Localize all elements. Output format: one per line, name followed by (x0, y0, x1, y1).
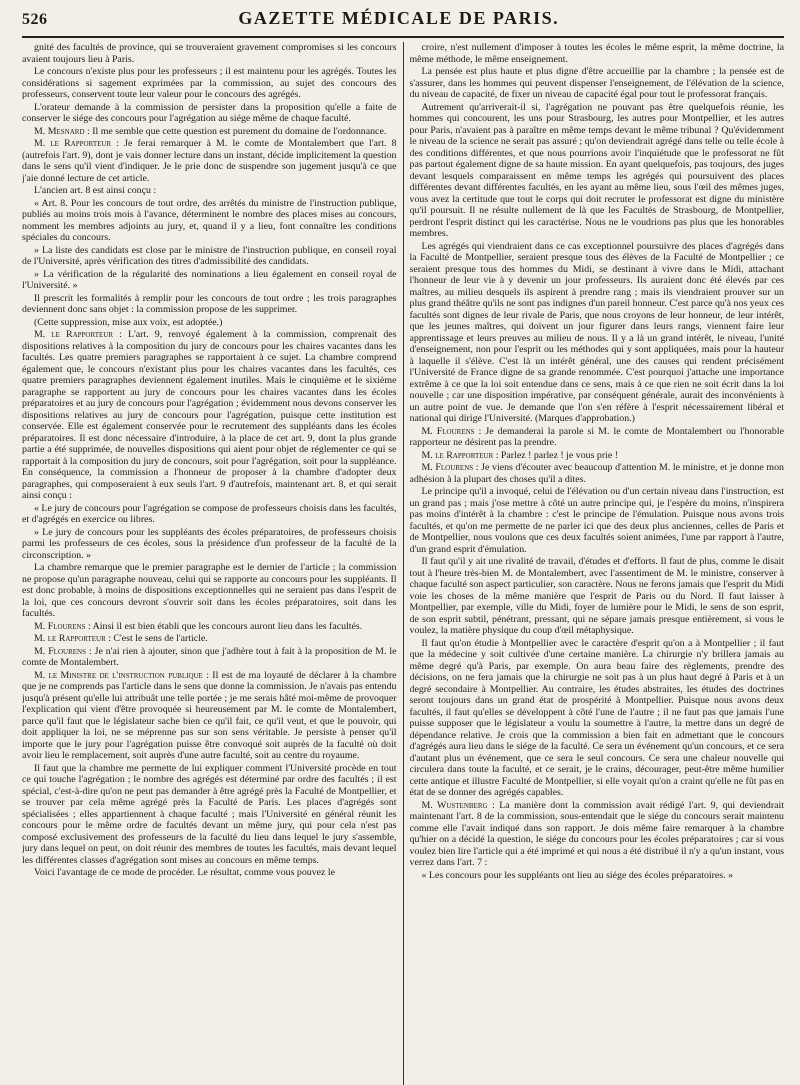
paragraph (410, 450, 785, 462)
paragraph-text: : C'est le sens de l'article. (108, 633, 208, 644)
paragraph (22, 527, 397, 562)
page-number: 526 (22, 11, 48, 28)
paragraph (22, 633, 397, 645)
paragraph (22, 269, 397, 292)
paragraph-text: » La vérification de la régularité des nominations a lieu également en conseil royal de l'Université. » (22, 268, 397, 291)
paragraph (22, 126, 397, 138)
speaker-name: M. le Rapporteur (421, 449, 494, 461)
paragraph-text: : Il est de ma loyauté de déclarer à la chambre que je ne comprends pas l'article dans le sens que donne la commission. Je n'avais pas entendu jusqu'à présent qu'elle lui attribuât une telle portée ; je me serais hâté moi-même de provoquer l'explication qui vient d'être provoquée si heureusement par M. le comte de Montalembert, parce qu'il faut que le législateur sache bien ce qu'il fait, ce qu'il veut, et que le pouvoir, qui doit appliquer la loi, ne se méprenne pas sur son sens véritable. Je persiste à penser qu'il importe que le jury pour l'agrégation puisse être convoqué soit auprès de la faculté où doit avoir lieu le remplacement, soit auprès d'une autre faculté, soit au centre du royaume. (22, 669, 397, 761)
paragraph-text: : Il me semble que cette question est purement du domaine de l'ordonnance. (86, 125, 387, 137)
paragraph-text: L'ancien art. 8 est ainsi conçu : (34, 185, 157, 196)
speaker-name: M. le Rapporteur (34, 633, 106, 644)
paragraph-text: (Cette suppression, mise aux voix, est adoptée.) (34, 316, 223, 328)
paragraph-text: : La manière dont la commission avait rédigé l'art. 9, qui deviendrait maintenant l'art. 8 de la commission, sous-entendait que le siége du concours serait maintenu comme elle l'avait indiqué dans son rapport. Je dois même faire remarquer à la chambre qu'hier on a décidé la question, le siége du concours pour les écoles préparatoires ; car si vous voulez bien lire l'article qui a été imprimé et qui nous a été distribué il n'y a qu'un instant, vous verrez dans l'art. 7 : (409, 799, 784, 868)
speaker-name: M. Flourens (34, 620, 86, 632)
paragraph-text: : Je viens d'écouter avec beaucoup d'attention M. le ministre, et je donne mon adhésion à la plupart des choses qu'il a dites. (409, 462, 784, 485)
paragraph-text: : Ainsi il est bien établi que les concours auront lieu dans les facultés. (87, 620, 363, 632)
paragraph-text: « Les concours pour les suppléants ont lieu au siége des écoles préparatoires. » (421, 869, 734, 881)
paragraph-text: Il faut qu'on étudie à Montpellier avec le caractère d'esprit qu'on a à Montpellier ; il faut que la médecine y soit cultivée d'une certaine manière. La chirurgie n'y brillera jamais au même degré qu'à Paris, par exemple. On aura beau faire des règlements, prendre des décisions, on ne fera jamais que la chirurgie ne soit pas à un plus haut degré à Paris et à un degré secondaire à Montpellier. Au contraire, les études abstraites, les études des doctrines seront toujours dans un grand état de prospérité à Montpellier. Puisque nous avons deux facultés, il faut qu'elles se développent à côté l'une de l'autre ; il ne faut pas que jamais l'une puisse supposer que le législateur a voulu la soumettre à l'autre, la mettre dans un degré de dépendance relative. Je crois que la commission a bien fait en admettant que le concours d'agrégés aura lieu dans le siége de la faculté. Ce sera un événement qu'un concours, et ce sera d'autant plus un événement, que ce sera le seul concours. Ce sera une chaleur nouvelle qui circulera dans toute la faculté, et ce serait, je le crains, décourager, peut-être même humilier cette antique et illustre Faculté de Montpellier, si elle voyait qu'on a craint qu'elle ne fût pas en état de se donner des agrégés capables. (409, 637, 784, 798)
text-columns (22, 42, 784, 1085)
paragraph-text: : Je demanderai la parole si M. le comte de Montalembert ou l'honorable rapporteur ne désirent pas la prendre. (409, 425, 784, 448)
speaker-name: M. le Ministre de l'instruction publique (34, 669, 203, 681)
paragraph (410, 426, 785, 449)
paragraph-text: : L'art. 9, renvoyé également à la commission, comprenait des dispositions relatives à la composition du jury de concours pour les chaires vacantes dans les facultés. Les quatre premiers paragraphes se rapportaient à ce sujet. La chambre comprend également que, le concours n'existant plus pour les chaires vacantes dans les facultés, ces quatre premiers paragraphes deviennent également inutiles. Mais le cinquième et le sixième paragraphe se rapportent au jury de concours pour les chaires vacantes dans les écoles préparatoires et au jury de concours pour l'agrégation ; évidemment nous devons conserver les dispositions relatives au jury de concours pour l'agrégation, puisque cette institution est conservée. Elle est également conservée pour le recrutement des suppléants dans les écoles préparatoires. Il est donc nécessaire d'introduire, à la place de cet art. 9, dont la plus grande partie a été supprimée, de nouvelles dispositions qui aient pour objet de réglementer ce qui se rapportait à la composition du jury de concours, soit pour l'agrégation, soit pour la suppléance. En conséquence, la commission a l'honneur de proposer à la chambre d'adopter deux paragraphes, qui composeraient à eux seuls l'art. 9 d'autrefois, maintenant art. 8, et qui serait ainsi conçu : (22, 329, 397, 501)
paragraph-text: Voici l'avantage de ce mode de procéder. Le résultat, comme vous pouvez le (34, 867, 336, 878)
paragraph (22, 198, 397, 244)
paragraph-text: » La liste des candidats est close par le ministre de l'instruction publique, en conseil royal de l'Université, après vérification des titres d'admissibilité des candidats. (22, 244, 397, 267)
paragraph (410, 638, 785, 799)
paragraph (410, 66, 785, 101)
speaker-name: M. Flourens (34, 645, 86, 657)
paragraph-text: gnité des facultés de province, qui se trouveraient gravement compromises si les concours avaient toujours lieu à Paris. (22, 42, 397, 65)
paragraph-text: La chambre remarque que le premier paragraphe est le dernier de l'article ; la commission ne propose qu'un paragraphe nouveau, celui qui se rapporte au concours pour les suppléants. Il est donc probable, à moins de dispositions exceptionnelles qui ne seraient pas dans l'esprit de la loi, que ces concours devront s'ouvrir soit dans les écoles préparatoires, soit dans les facultés. (22, 562, 397, 619)
paragraph-text: Le principe qu'il a invoqué, celui de l'élévation ou d'un certain niveau dans l'instruction, est un grand pas ; mais j'ose mettre à côté un autre principe qui, je l'espère du moins, n'inspirera pas moins d'intérêt à la chambre : c'est le principe de l'émulation. Puisque nous avons trois facultés, et qu'on me permette de ne parler ici que des deux plus anciennes, celles de Paris et de Montpellier, nous voulons que ces deux facultés soient animées, l'une par rapport à l'autre, d'un grand esprit d'émulation. (409, 486, 784, 555)
speaker-name: M. Flourens (421, 425, 475, 437)
paragraph (22, 670, 397, 762)
column-divider (403, 42, 404, 1085)
paragraph (410, 462, 785, 485)
journal-title: GAZETTE MÉDICALE DE PARIS. (238, 8, 560, 28)
paragraph-text: : Parlez ! parlez ! je vous prie ! (495, 449, 619, 461)
paragraph-text: Le concours n'existe plus pour les professeurs ; il est maintenu pour les agrégés. Toutes les considérations si sagement exprimées par la commission, au sujet des concours des professeurs, conservent toute leur valeur pour le concours des agrégés. (22, 66, 397, 100)
paragraph (410, 870, 785, 882)
paragraph-text: » Le jury de concours pour les suppléants des écoles préparatoires, de professeurs choisis parmi les professeurs de ces écoles, sous la présidence d'un professeur de la faculté de la circonscription. » (22, 526, 397, 561)
paragraph (22, 867, 397, 879)
paragraph (22, 562, 397, 620)
paragraph-text: Les agrégés qui viendraient dans ce cas exceptionnel poursuivre des places d'agrégés dans la Faculté de Montpellier, seraient presque tous des élèves de la Faculté de Montpellier ; ce seraient presque tous des hommes du Midi, se destinant à vivre dans le Midi, attachant l'honneur de leur vie à y devenir un jour professeurs. Ils auraient donc été élevés par ces maîtres, au milieu desquels ils aspirent à prendre rang ; mais ils viendraient prouver sur un plus grand théâtre qu'ils ne sont pas indignes d'un pareil honneur. C'est parce qu'à nos yeux ces facultés sont dignes de leur rivale de Paris, que nous croyons de leur honneur, de leur intérêt, que les jeunes maîtres, qui doivent un jour figurer dans leurs rangs, viennent faire leur apprentissage et leurs preuves au milieu de nous. Il y a là un grand intérêt, le niveau, l'unité d'enseignement, non pour l'esprit ou les méthodes qui y sont appliquées, mais pour la hauteur à laquelle il s'élève. C'est là un intérêt général, une des causes qui rendent précisément l'Université de France digne de sa grande renommée. C'est pourquoi j'attache une importance extrême à ce que la loi soit entendue dans ce sens, mais à ce que rien ne soit écrit dans la loi nouvelle ; car une disposition impérative, par conséquent générale, aurait des inconvénients à un autre point de vue. Je demande que l'on s'en réfère à l'esprit nécessairement libéral et national qui dirige l'Université. (Marques d'approbation.) (409, 240, 784, 424)
paragraph-text: : Je n'ai rien à ajouter, sinon que j'adhère tout à fait à la proposition de M. le comte de Montalembert. (22, 645, 397, 668)
paragraph-text: « Le jury de concours pour l'agrégation se compose de professeurs choisis dans les facultés, et d'agrégés en exercice ou libres. (22, 502, 397, 525)
paragraph-text: « Art. 8. Pour les concours de tout ordre, des arrêtés du ministre de l'instruction publique, publiés au moins trois mois à l'avance, déterminent le nombre des places mises au concours, nomment les membres adjoints au jury, et, quand il y a lieu, font connaître les conditions spéciales du concours. (22, 197, 397, 243)
paragraph-text: Il faut qu'il y ait une rivalité de travail, d'études et d'efforts. Il faut de plus, comme le disait tout à l'heure très-bien M. de Montalembert, avec l'assentiment de M. le ministre, conserver à chaque faculté son aspect particulier, son caractère. Nous ne ferons jamais que l'esprit du Midi voie les choses de la même manière que l'esprit de Paris ou du Nord. Il faut laisser à Montpellier, par exemple, ville du Midi, foyer de lumière pour le Midi, le sens de son esprit, de son esprit subtil, pénétrant, pressant, qui ne sépare jamais presque entièrement, si vous le voulez, la matière physique du coup d'œil métaphysique. (409, 556, 784, 636)
speaker-name: M. Flourens (421, 462, 474, 473)
paragraph-text: La pensée est plus haute et plus digne d'être accueillie par la chambre ; la pensée est de s'assurer, dans les hommes qui peuvent dispenser l'enseignement, de l'élévation de la science, du niveau de capacité, de fixer un niveau de capacité égal pour tout le professorat français. (409, 66, 784, 100)
paragraph (22, 293, 397, 316)
paragraph-text: Il prescrit les formalités à remplir pour les concours de tout ordre ; les trois paragraphes deviennent donc sans objet : la commission propose de les supprimer. (22, 292, 397, 315)
paragraph (22, 503, 397, 526)
paragraph (410, 556, 785, 637)
paragraph (410, 102, 785, 240)
speaker-name: M. le Rapporteur (34, 138, 112, 149)
paragraph (22, 102, 397, 125)
paragraph (22, 763, 397, 867)
paragraph (22, 329, 397, 502)
paragraph (22, 66, 397, 101)
paragraph (22, 185, 397, 197)
paragraph (22, 245, 397, 268)
speaker-name: M. Mesnard (34, 125, 85, 137)
page-header (22, 8, 784, 38)
right-column (410, 42, 785, 1085)
paragraph (22, 42, 397, 65)
paragraph-text: Autrement qu'arriverait-il si, l'agrégation ne pouvant pas être quelquefois réunie, les hommes qui concourent, les uns pour Strasbourg, les autres pour Montpellier, et les autres pour Paris, n'avaient pas à paraître en même temps devant le même tribunal ? Qu'évidemment le niveau de la science ne serait pas assuré ; qu'on deviendrait agrégé dans telle ou telle école à des conditions différentes, et que nous pourrions avoir l'inquiétude que le professorat ne fût pas partout également digne de sa haute mission. En ayant quelquefois, pas toujours, des juges devant lesquels comparaissent en même temps les agrégés qui poursuivent des places différentes devant différentes facultés, en les ayant au même lieu, sous l'œil des mêmes juges, vous avez la certitude que tout le corps qui doit recruter le professorat est digne du ministère qu'il poursuit. Il ne résulte nullement de là que les Facultés de Strasbourg, de Montpellier, perdront l'esprit distinct qui les caractérise. Nous ne le voudrions pas plus que les honorables membres. (409, 101, 784, 239)
paragraph (410, 241, 785, 425)
paragraph (410, 42, 785, 65)
left-column (22, 42, 397, 1085)
paragraph (410, 800, 785, 869)
paragraph-text: : Je ferai remarquer à M. le comte de Montalembert que l'art. 8 (autrefois l'art. 9), dont je vais donner lecture dans un instant, décide implicitement la question dans le sens qu'il vient d'indiquer. Je le prie donc de suspendre son jugement jusqu'à ce que j'aie donné lecture de cet article. (22, 138, 397, 184)
speaker-name: M. Wustenberg (421, 799, 488, 811)
paragraph (22, 621, 397, 633)
paragraph (22, 317, 397, 329)
paragraph-text: L'orateur demande à la commission de persister dans la proposition qu'elle a faite de conserver le siége des concours pour l'agrégation au siége même de chaque faculté. (22, 101, 397, 124)
paragraph-text: Il faut que la chambre me permette de lui expliquer comment l'Université procède en tout ce qui touche l'agrégation ; le nombre des agrégés est déterminé par ordre des facultés ; il est spécial, c'est-à-dire qu'on ne peut pas demander à être agrégé près la Faculté de Montpellier, et se trouver par cela même agrégé près la Faculté de Paris. Les places d'agrégés sont spécialisées ; elles appartiennent à chaque faculté ; mais l'Université en général réunit les concours pour le même ordre de facultés devant un même jury, qui pour cela n'est pas composé exclusivement des professeurs de la faculté du lieu dans lequel le jury s'assemble, jury dans lequel on peut, on doit réunir des membres de toutes les facultés, mais devant lequel les différentes classes d'agrégation sont mises au concours en même temps. (22, 762, 397, 866)
paragraph (410, 486, 785, 555)
paragraph (22, 138, 397, 184)
paragraph (22, 646, 397, 669)
speaker-name: M. le Rapporteur (34, 329, 114, 340)
paragraph-text: croire, n'est nullement d'imposer à toutes les écoles le même esprit, la même doctrine, la même méthode, le même enseignement. (409, 42, 784, 65)
